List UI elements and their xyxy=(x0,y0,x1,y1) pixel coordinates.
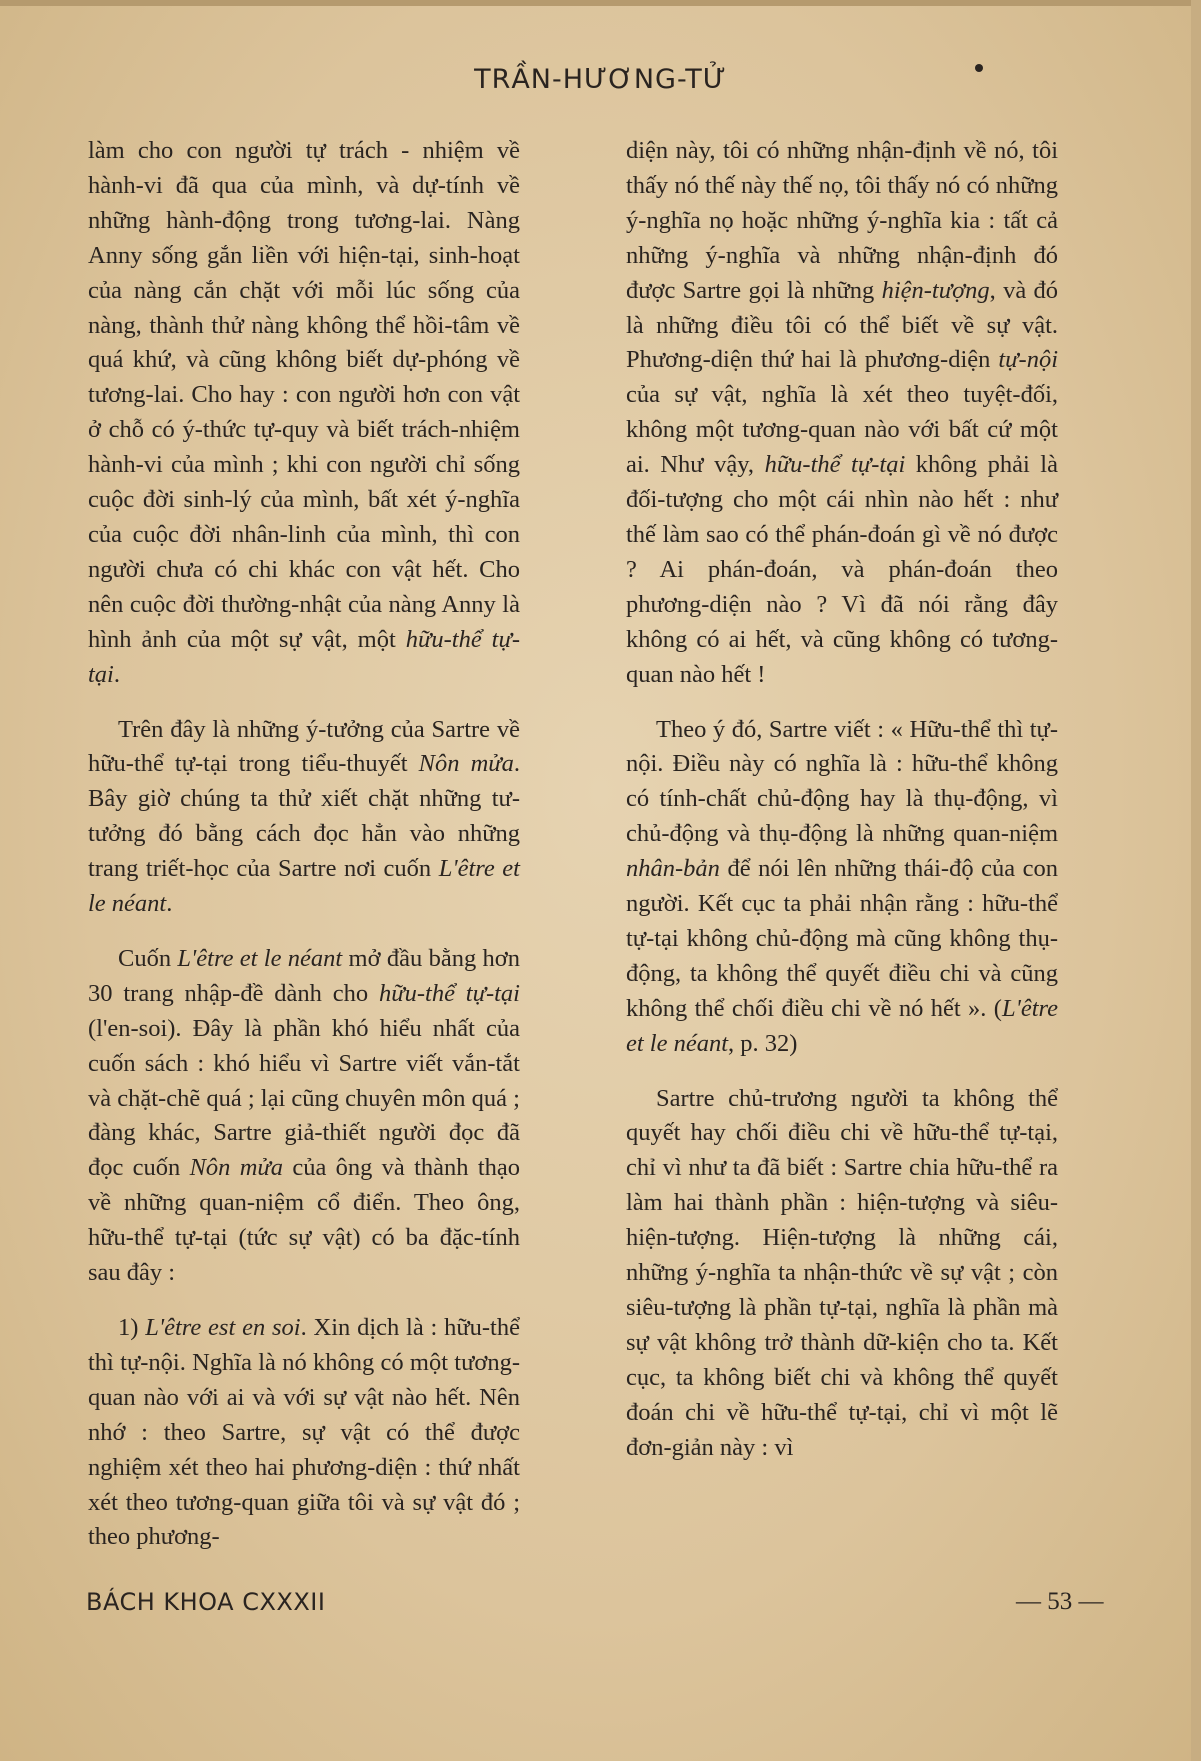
left-paragraph-3: Cuốn L'être et le néant mở đầu bằng hơn 30 trang nhập-đề dành cho hữu-thể tự-tại (l'en-soi). Đây là phần khó hiểu nhất của cuốn sách : khó hiểu vì Sartre viết vắn-tắt và chặt-chẽ quá ; lại cũng chuyên môn quá ; đàng khác, Sartre giả-thiết người đọc đã đọc cuốn Nôn mửa của ông và thành thạo về những quan-niệm cổ điển. Theo ông, hữu-thể tự-tại (tức sự vật) có ba đặc-tính sau đây : xyxy=(88,944,520,1287)
page-right-edge xyxy=(1191,0,1201,1761)
right-paragraph-3: Sartre chủ-trương người ta không thể quyết hay chối điều chi về hữu-thể tự-tại, chỉ vì như ta đã biết : Sartre chia hữu-thể ra làm hai thành phần : hiện-tượng và siêu-hiện-tượng. Hiện-tượng là những cái, những ý-nghĩa ta nhận-thức về sự vật ; còn siêu-tượng là phần tự-tại, nghĩa là phần mà sự vật không trở thành dữ-kiện cho ta. Kết cục, ta không biết chi và không thể quyết đoán chi về hữu-thể tự-tại, chỉ vì một lẽ đơn-giản này : vì xyxy=(626,1084,1058,1461)
footer-journal-title: BÁCH KHOA CXXXII xyxy=(86,1588,326,1616)
right-column xyxy=(626,134,1058,1466)
footer-page-number: — 53 — xyxy=(1016,1588,1104,1615)
page-top-edge xyxy=(0,0,1201,6)
left-column xyxy=(88,134,520,1555)
left-paragraph-1: làm cho con người tự trách - nhiệm về hành-vi đã qua của mình, và dự-tính về những hành-động trong tương-lai. Nàng Anny sống gắn liền với hiện-tại, sinh-hoạt của nàng cắn chặt với mỗi lúc sống của nàng, thành thử nàng không thể hồi-tâm về quá khứ, và cũng không biết dự-phóng về tương-lai. Cho hay : con người hơn con vật ở chỗ có ý-thức tự-quy và biết trách-nhiệm hành-vi của mình ; khi con người chỉ sống cuộc đời sinh-lý của mình, bất xét ý-nghĩa của cuộc đời nhân-linh của mình, thì con người chưa có chi khác con vật hết. Cho nên cuộc đời thường-nhật của nàng Anny là hình ảnh của một sự vật, một hữu-thể tự-tại. xyxy=(88,137,521,688)
right-paragraph-2: Theo ý đó, Sartre viết : « Hữu-thể thì tự-nội. Điều này có nghĩa là : hữu-thể không có tính-chất chủ-động hay là thụ-động, vì chủ-động và thụ-động là những quan-niệm nhân-bản để nói lên những thái-độ của con người. Kết cục ta phải nhận rằng : hữu-thể tự-tại không chủ-động mà cũng không thụ-động, ta không thể quyết điều chi và cũng không thể chối điều chi về nó hết ». (L'être et le néant, p. 32) xyxy=(626,715,1058,1057)
left-paragraph-2: Trên đây là những ý-tưởng của Sartre về hữu-thể tự-tại trong tiểu-thuyết Nôn mửa. Bây giờ chúng ta thử xiết chặt những tư-tưởng đó bằng cách đọc hẳn vào những trang triết-học của Sartre nơi cuốn L'être et le néant. xyxy=(88,715,520,918)
running-head-author: TRẦN-HƯƠNG-TỬ xyxy=(474,64,727,95)
left-paragraph-4: 1) L'être est en soi. Xin dịch là : hữu-thể thì tự-nội. Nghĩa là nó không có một tương-quan nào với ai và với sự vật nào hết. Nên nhớ : theo Sartre, sự vật có thể được nghiệm xét theo hai phương-diện : thứ nhất xét theo tương-quan giữa tôi và sự vật đó ; theo phương- xyxy=(88,1314,520,1551)
right-paragraph-1: diện này, tôi có những nhận-định về nó, tôi thấy nó thế này thế nọ, tôi thấy nó có những ý-nghĩa nọ hoặc những ý-nghĩa kia : tất cả những ý-nghĩa và những nhận-định đó được Sartre gọi là những hiện-tượng, và đó là những điều tôi có thể biết về sự vật. Phương-diện thứ hai là phương-diện tự-nội của sự vật, nghĩa là xét theo tuyệt-đối, không một tương-quan nào với bất cứ một ai. Như vậy, hữu-thể tự-tại không phải là đối-tượng cho một cái nhìn nào hết : như thế làm sao có thể phán-đoán gì về nó được ? Ai phán-đoán, và phán-đoán theo phương-diện nào ? Vì đã nói rằng đây không có ai hết, và cũng không có tương-quan nào hết ! xyxy=(626,137,1059,688)
